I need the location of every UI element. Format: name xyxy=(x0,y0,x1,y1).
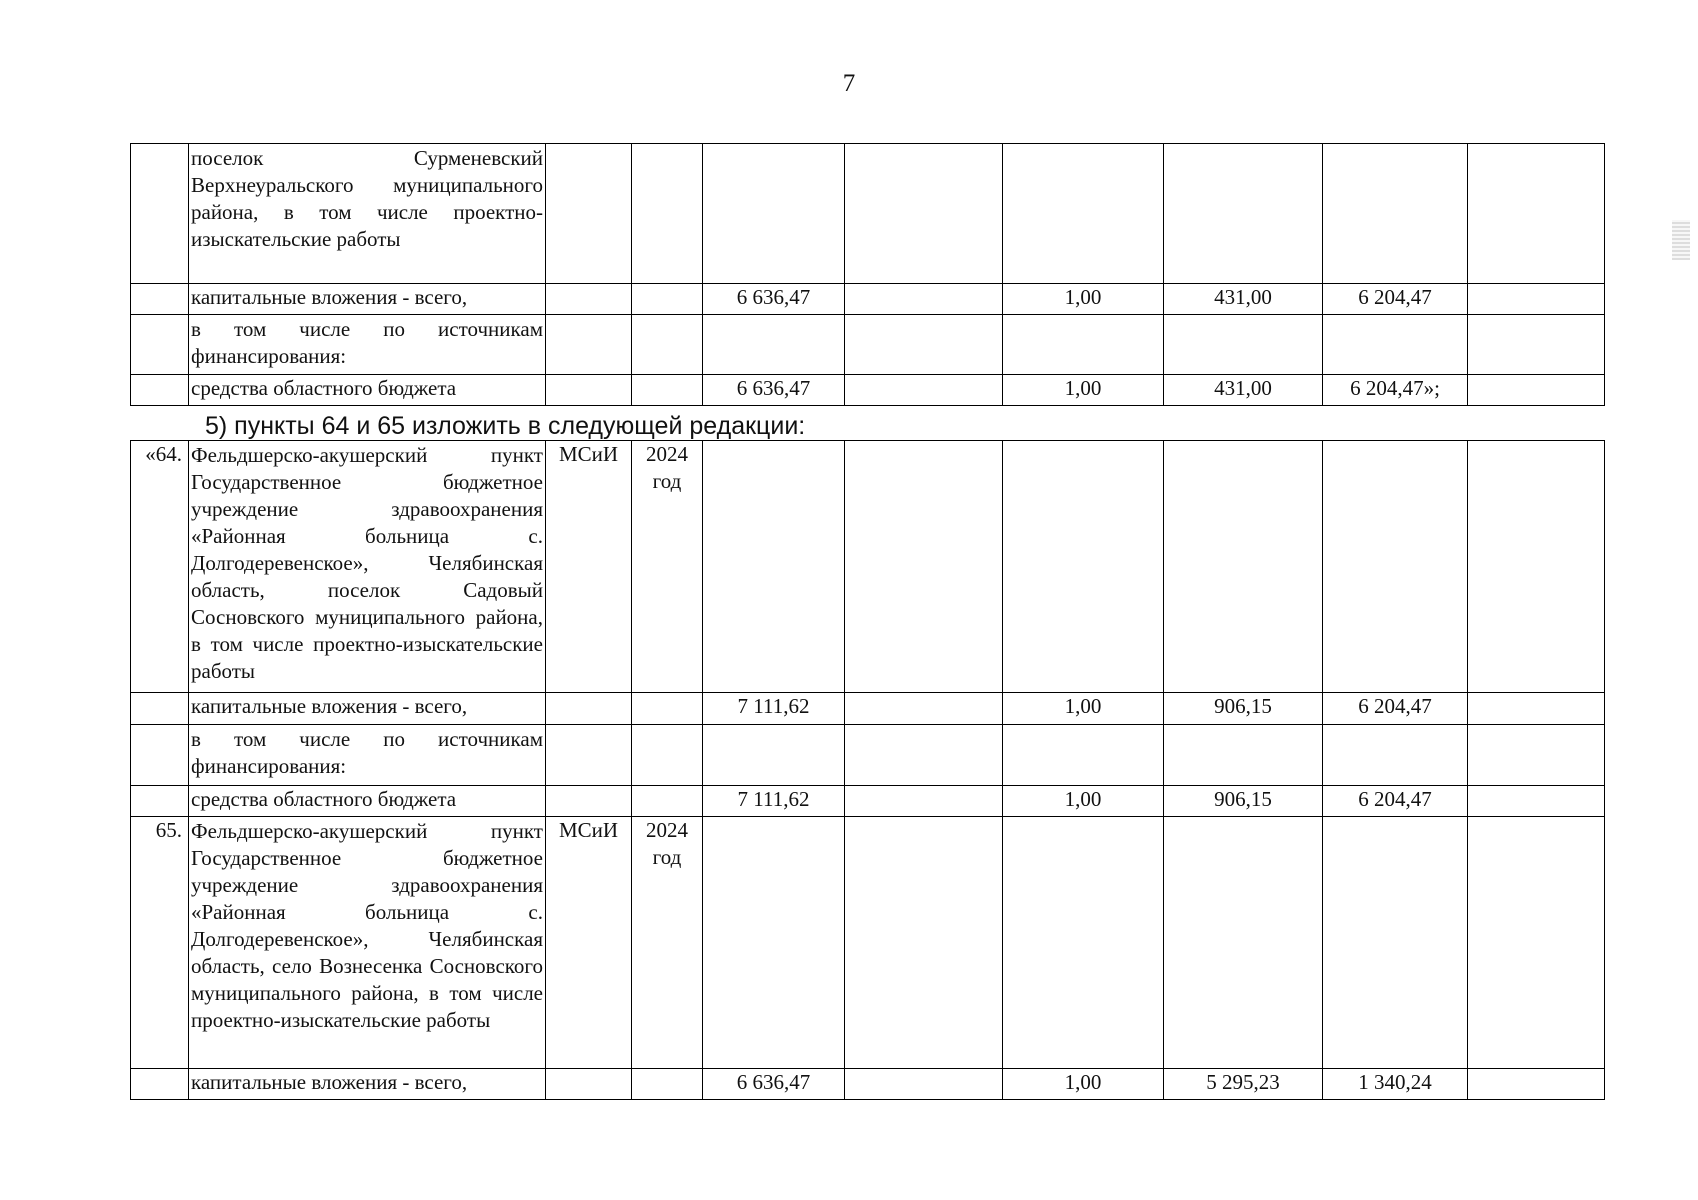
customer-cell: МСиИ xyxy=(546,441,632,693)
amount-col8: 6 204,47»; xyxy=(1323,375,1468,406)
table-row xyxy=(131,725,1605,786)
object-description: поселок Сурменевский Верхнеуральского муниципального района, в том числе проектно-изыскательские работы xyxy=(189,144,546,284)
amended-items-table xyxy=(130,440,1605,1100)
amount-col8: 6 204,47 xyxy=(1323,284,1468,315)
table-row xyxy=(131,1069,1605,1100)
amount-col7: 431,00 xyxy=(1164,375,1323,406)
table-row xyxy=(131,693,1605,725)
object-description: Фельдшерско-акушерский пункт Государственное бюджетное учреждение здравоохранения «Районная больница с. Долгодеревенское», Челябинская область, поселок Садовый Сосновского муниципального района, в том числе проектно-изыскательские работы xyxy=(189,441,546,693)
amount-col6: 1,00 xyxy=(1003,284,1164,315)
row-label: средства областного бюджета xyxy=(189,375,546,406)
row-label: капитальные вложения - всего, xyxy=(189,1069,546,1100)
scan-edge-artifact xyxy=(1672,220,1690,260)
item-number: 65. xyxy=(131,817,189,1069)
amendment-intro: 5) пункты 64 и 65 изложить в следующей редакции: xyxy=(205,412,806,440)
table-row xyxy=(131,817,1605,1069)
table-row xyxy=(131,284,1605,315)
amount-col7: 906,15 xyxy=(1164,786,1323,817)
amount-col8: 1 340,24 xyxy=(1323,1069,1468,1100)
continuation-table xyxy=(130,143,1605,406)
row-label: в том числе по источникам финансирования: xyxy=(189,725,546,786)
amount-col8: 6 204,47 xyxy=(1323,693,1468,725)
amount-total: 6 636,47 xyxy=(703,1069,845,1100)
year-cell: 2024 год xyxy=(632,817,703,1069)
amount-total: 7 111,62 xyxy=(703,786,845,817)
row-label: средства областного бюджета xyxy=(189,786,546,817)
year-cell: 2024 год xyxy=(632,441,703,693)
row-label: капитальные вложения - всего, xyxy=(189,693,546,725)
amount-col7: 431,00 xyxy=(1164,284,1323,315)
customer-cell: МСиИ xyxy=(546,817,632,1069)
item-number: «64. xyxy=(131,441,189,693)
page-number: 7 xyxy=(842,70,856,97)
table-row xyxy=(131,315,1605,375)
amount-total: 6 636,47 xyxy=(703,284,845,315)
amount-col8: 6 204,47 xyxy=(1323,786,1468,817)
row-label: в том числе по источникам финансирования: xyxy=(189,315,546,375)
amount-col7: 906,15 xyxy=(1164,693,1323,725)
table-row xyxy=(131,144,1605,284)
table-row xyxy=(131,786,1605,817)
table-row xyxy=(131,441,1605,693)
amount-col6: 1,00 xyxy=(1003,1069,1164,1100)
amount-col6: 1,00 xyxy=(1003,786,1164,817)
amount-col6: 1,00 xyxy=(1003,375,1164,406)
number-cell xyxy=(131,144,189,284)
amount-col6: 1,00 xyxy=(1003,693,1164,725)
amount-total: 7 111,62 xyxy=(703,693,845,725)
table-row xyxy=(131,375,1605,406)
row-label: капитальные вложения - всего, xyxy=(189,284,546,315)
object-description: Фельдшерско-акушерский пункт Государственное бюджетное учреждение здравоохранения «Районная больница с. Долгодеревенское», Челябинская область, село Вознесенка Сосновского муниципального района, в том числе проектно-изыскательские работы xyxy=(189,817,546,1069)
amount-total: 6 636,47 xyxy=(703,375,845,406)
amount-col7: 5 295,23 xyxy=(1164,1069,1323,1100)
